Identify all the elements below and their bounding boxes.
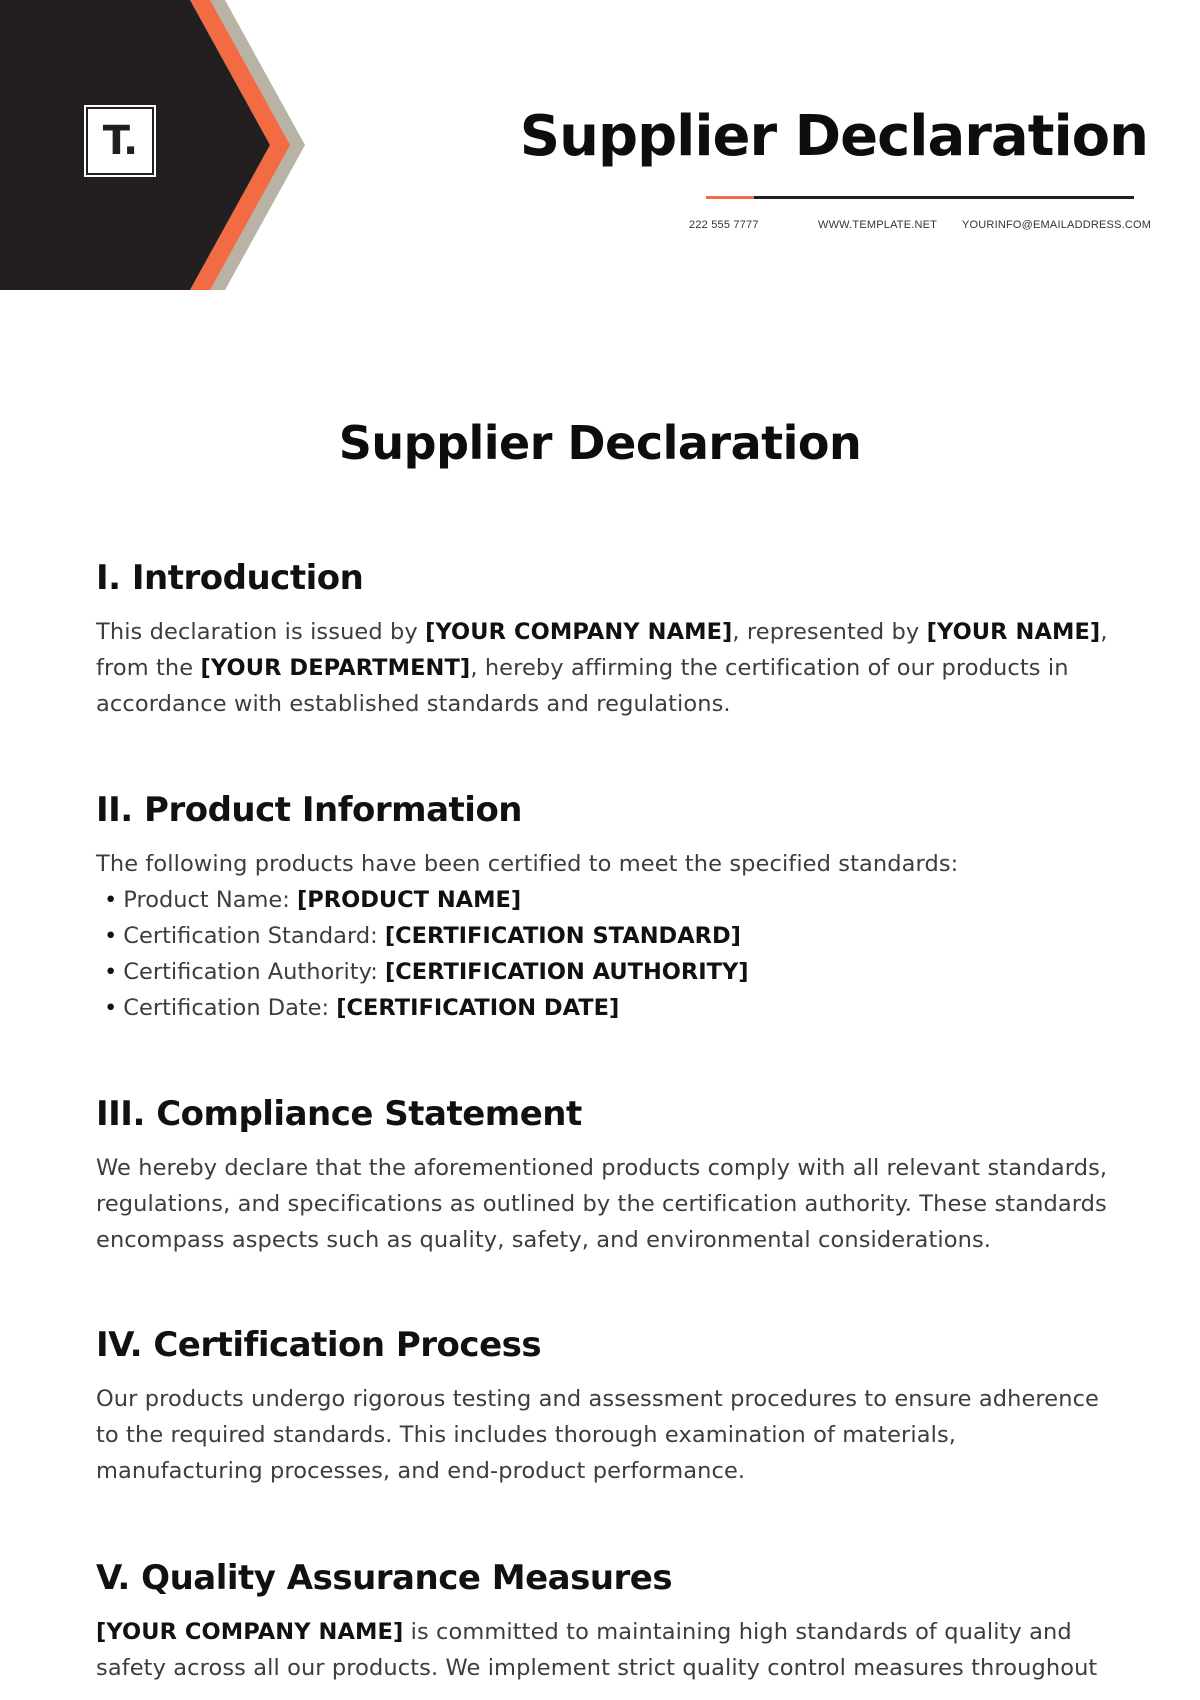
your-name-placeholder: [YOUR NAME] [926, 619, 1101, 645]
section-heading: I. Introduction [96, 558, 364, 598]
company-name-placeholder: [YOUR COMPANY NAME] [425, 619, 733, 645]
contact-website: WWW.TEMPLATE.NET [818, 219, 938, 231]
section-intro: The following products have been certified to meet the specified standards: [96, 851, 959, 877]
section-compliance-statement [96, 1094, 1126, 1258]
section-introduction [96, 558, 1126, 722]
item-value: [CERTIFICATION DATE] [336, 995, 620, 1021]
list-item [104, 882, 1126, 918]
bullet-icon: • [104, 995, 118, 1021]
list-item [104, 954, 1126, 990]
section-product-information [96, 790, 1126, 1026]
company-name-placeholder: [YOUR COMPANY NAME] [96, 1619, 404, 1645]
section-paragraph [96, 614, 1126, 722]
section-heading: II. Product Information [96, 790, 523, 830]
section-paragraph: Our products undergo rigorous testing and assessment procedures to ensure adherence to the required standards. This includes thorough examination of materials, manufacturing processes, and end-product performance. [96, 1386, 1100, 1484]
item-label: Product Name: [123, 887, 297, 913]
text-run: This declaration is issued by [96, 619, 426, 645]
header-title: Supplier Declaration [519, 104, 1148, 169]
item-label: Certification Authority: [123, 959, 385, 985]
item-label: Certification Date: [123, 995, 337, 1021]
text-run: , from the [96, 619, 1108, 681]
section-heading: III. Compliance Statement [96, 1094, 582, 1134]
section-quality-assurance [96, 1558, 1126, 1686]
list-item [104, 990, 1126, 1026]
bullet-icon: • [104, 887, 118, 913]
logo-mark: T. [88, 109, 152, 173]
text-run: is committed to maintaining high standards of quality and safety across all our products. We implement strict quality control measures throughout [96, 1619, 1098, 1681]
item-label: Certification Standard: [123, 923, 385, 949]
section-paragraph [96, 1614, 1126, 1686]
section-heading: V. Quality Assurance Measures [96, 1558, 673, 1598]
section-paragraph: We hereby declare that the aforementioned products comply with all relevant standards, regulations, and specifications as outlined by the certification authority. These standards encompass aspects such as quality, safety, and environmental considerations. [96, 1155, 1108, 1253]
company-logo [84, 105, 156, 177]
contact-phone: 222 555 7777 [689, 219, 759, 231]
bullet-icon: • [104, 923, 118, 949]
header-divider [706, 196, 1134, 199]
product-info-list [104, 882, 1126, 1026]
item-value: [PRODUCT NAME] [296, 887, 522, 913]
section-heading: IV. Certification Process [96, 1325, 542, 1365]
header-banner-graphic [0, 0, 320, 300]
item-value: [CERTIFICATION STANDARD] [384, 923, 741, 949]
list-item [104, 918, 1126, 954]
text-run: , represented by [732, 619, 927, 645]
contact-email: YOURINFO@EMAILADDRESS.COM [962, 219, 1152, 231]
section-certification-process [96, 1325, 1126, 1489]
document-title: Supplier Declaration [338, 416, 862, 470]
header-divider-accent [706, 196, 754, 199]
bullet-icon: • [104, 959, 118, 985]
text-run: , hereby affirming the certification of our products in accordance with established standards and regulations. [96, 655, 1069, 717]
item-value: [CERTIFICATION AUTHORITY] [384, 959, 749, 985]
department-placeholder: [YOUR DEPARTMENT] [200, 655, 471, 681]
